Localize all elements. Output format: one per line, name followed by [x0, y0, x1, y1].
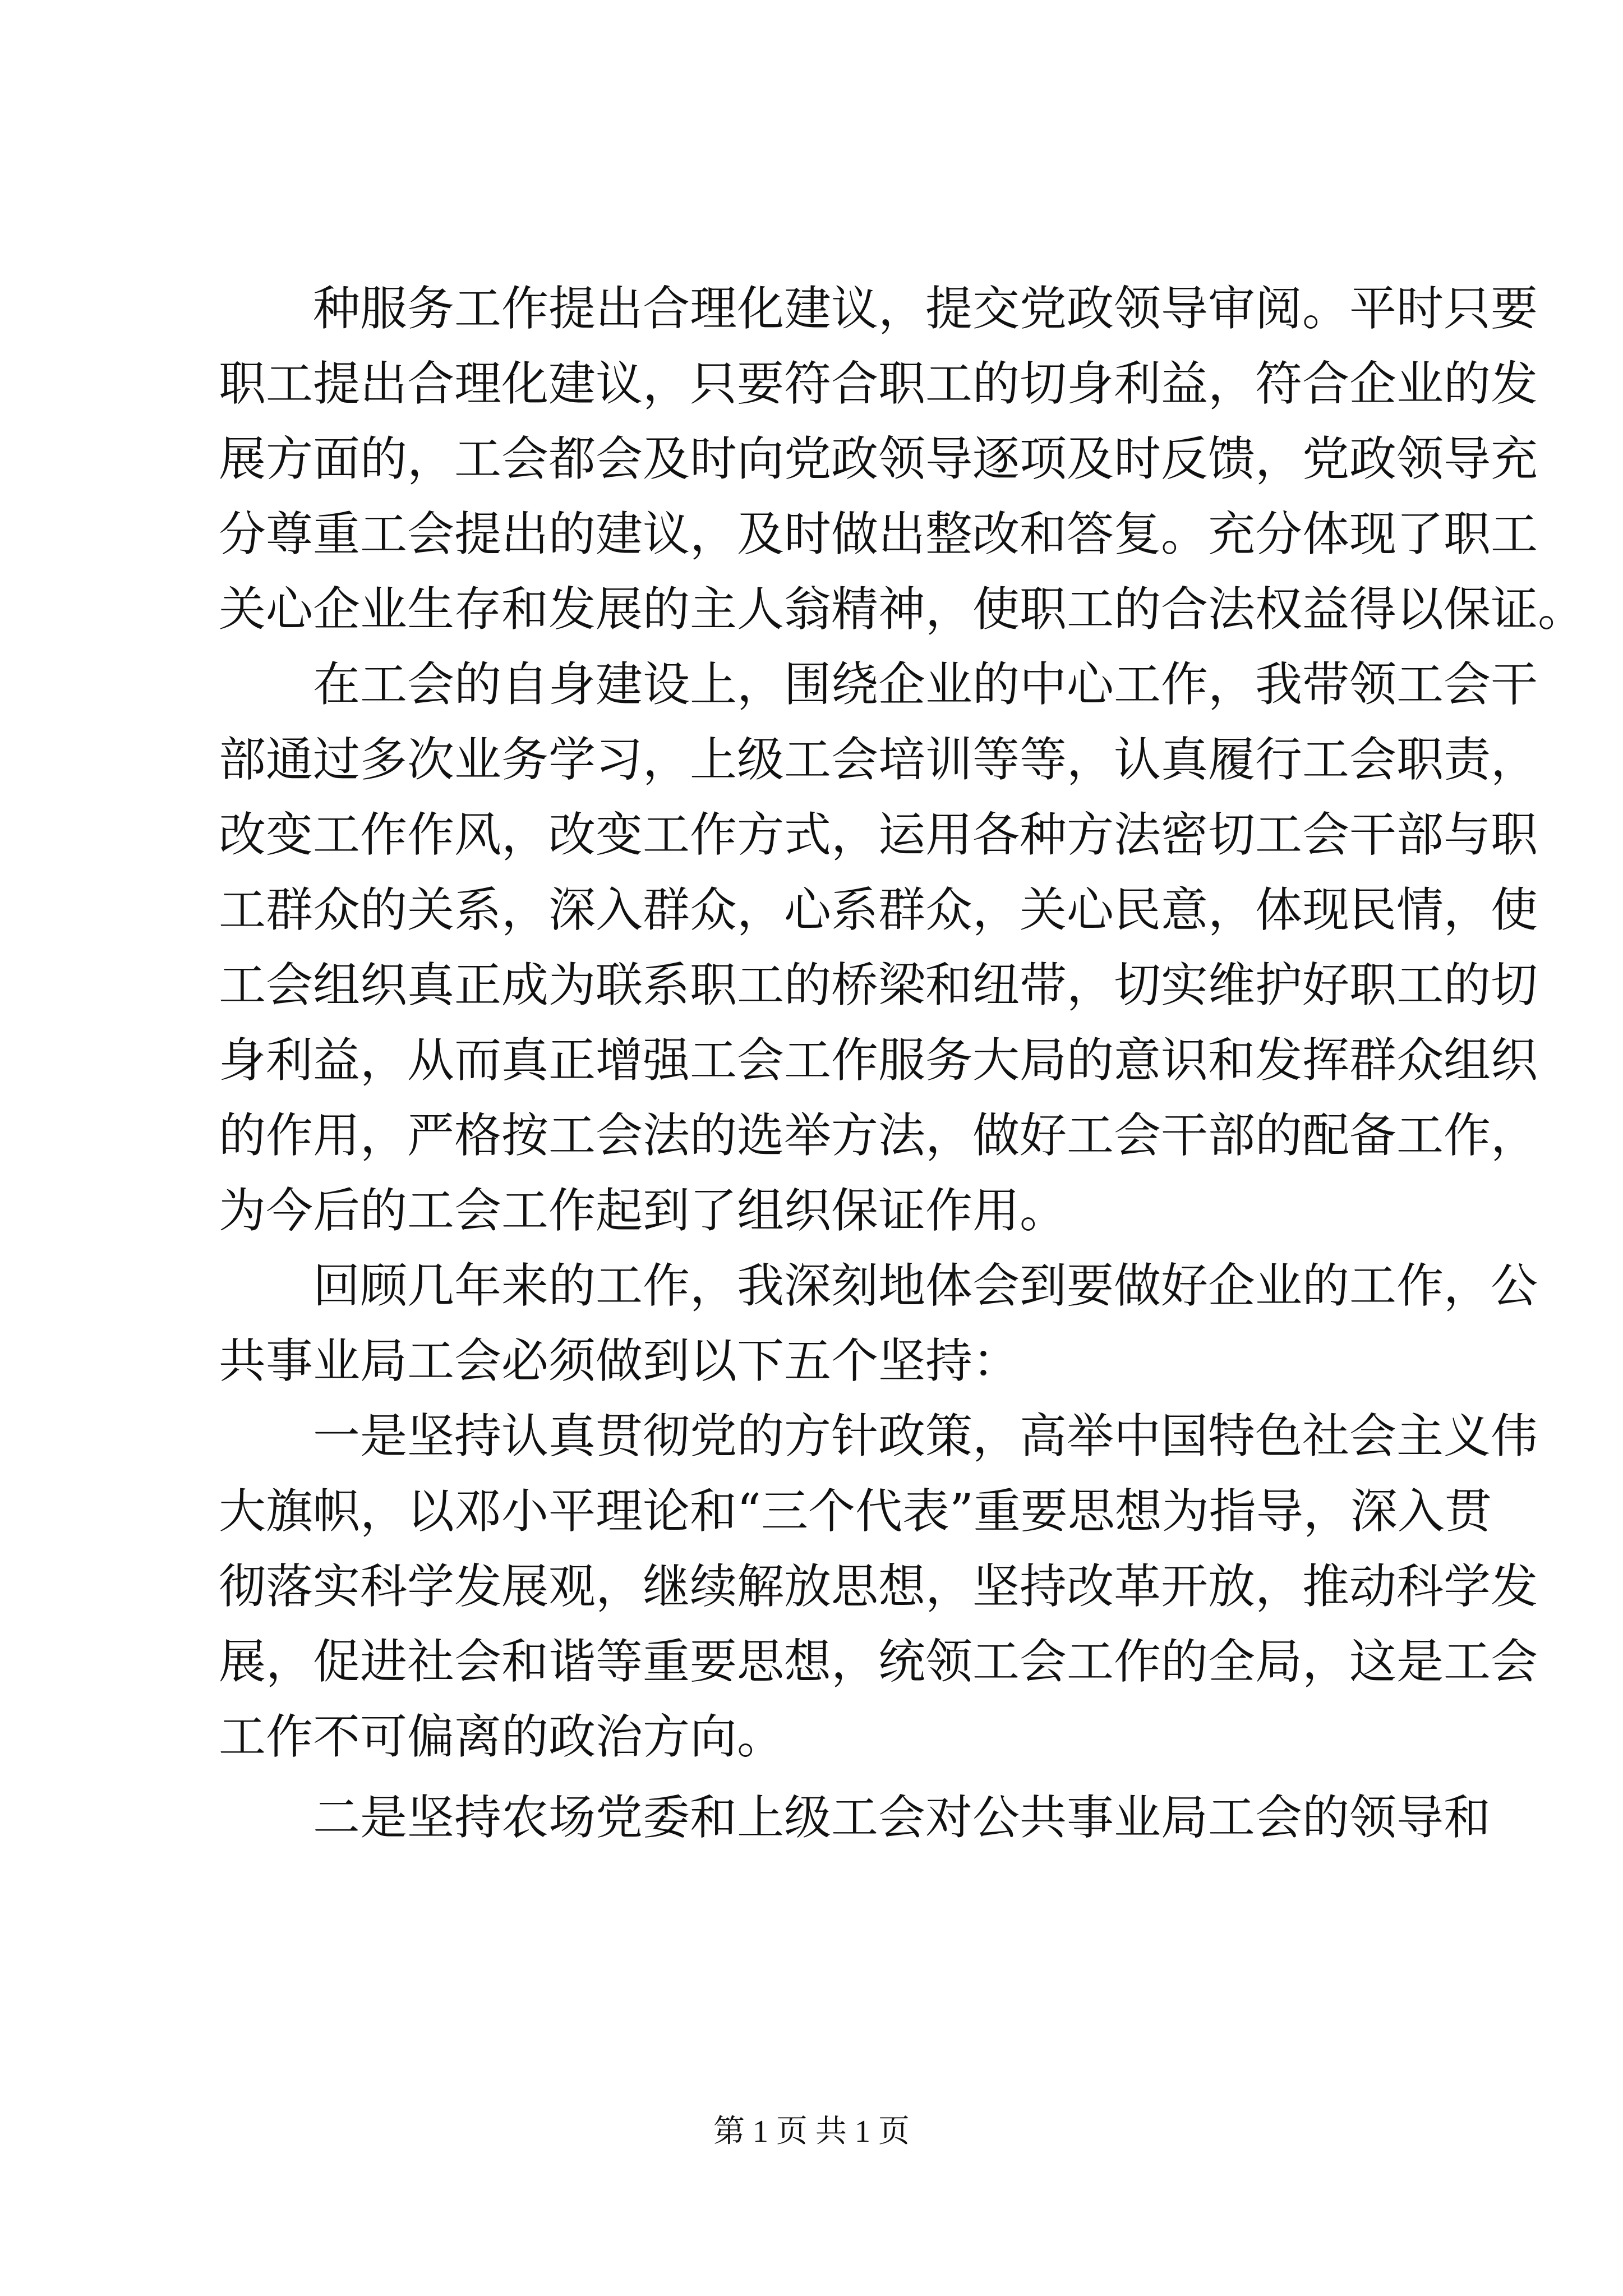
text-line: 二是坚持农场党委和上级工会对公共事业局工会的领导和	[313, 1790, 1491, 1845]
text-line: 的作用，严格按工会法的选举方法，做好工会干部的配备工作，	[219, 1108, 1538, 1163]
text-line: 职工提出合理化建议，只要符合职工的切身利益，符合企业的发	[219, 356, 1538, 411]
text-line: 工群众的关系，深入群众，心系群众，关心民意，体现民情，使	[219, 882, 1538, 937]
text-line: 身利益，从而真正增强工会工作服务大局的意识和发挥群众组织	[219, 1033, 1538, 1088]
text-line: 工作不可偏离的政治方向。	[219, 1709, 785, 1764]
text-line: 种服务工作提出合理化建议，提交党政领导审阅。平时只要	[313, 281, 1538, 336]
text-line: 关心企业生存和发展的主人翁精神，使职工的合法权益得以保证。	[219, 582, 1585, 637]
text-line: 大旗帜，以邓小平理论和“三个代表”重要思想为指导，深入贯	[219, 1484, 1492, 1539]
text-line: 分尊重工会提出的建议，及时做出整改和答复。充分体现了职工	[219, 507, 1538, 562]
text-line: 在工会的自身建设上，围绕企业的中心工作，我带领工会干	[313, 657, 1538, 712]
text-line: 展，促进社会和谐等重要思想，统领工会工作的全局，这是工会	[219, 1634, 1538, 1689]
text-line: 彻落实科学发展观，继续解放思想，坚持改革开放，推动科学发	[219, 1559, 1538, 1614]
text-line: 一是坚持认真贯彻党的方针政策，高举中国特色社会主义伟	[313, 1409, 1538, 1464]
text-line: 为今后的工会工作起到了组织保证作用。	[219, 1183, 1067, 1238]
text-line: 部通过多次业务学习，上级工会培训等等，认真履行工会职责，	[219, 732, 1538, 787]
text-line: 共事业局工会必须做到以下五个坚持：	[219, 1333, 1020, 1388]
text-line: 工会组织真正成为联系职工的桥梁和纽带，切实维护好职工的切	[219, 958, 1538, 1013]
page-footer: 第 1 页 共 1 页	[713, 2114, 910, 2149]
text-line: 回顾几年来的工作，我深刻地体会到要做好企业的工作，公	[313, 1258, 1538, 1313]
text-line: 展方面的，工会都会及时向党政领导逐项及时反馈，党政领导充	[219, 431, 1538, 486]
text-line: 改变工作作风，改变工作方式，运用各种方法密切工会干部与职	[219, 807, 1538, 862]
